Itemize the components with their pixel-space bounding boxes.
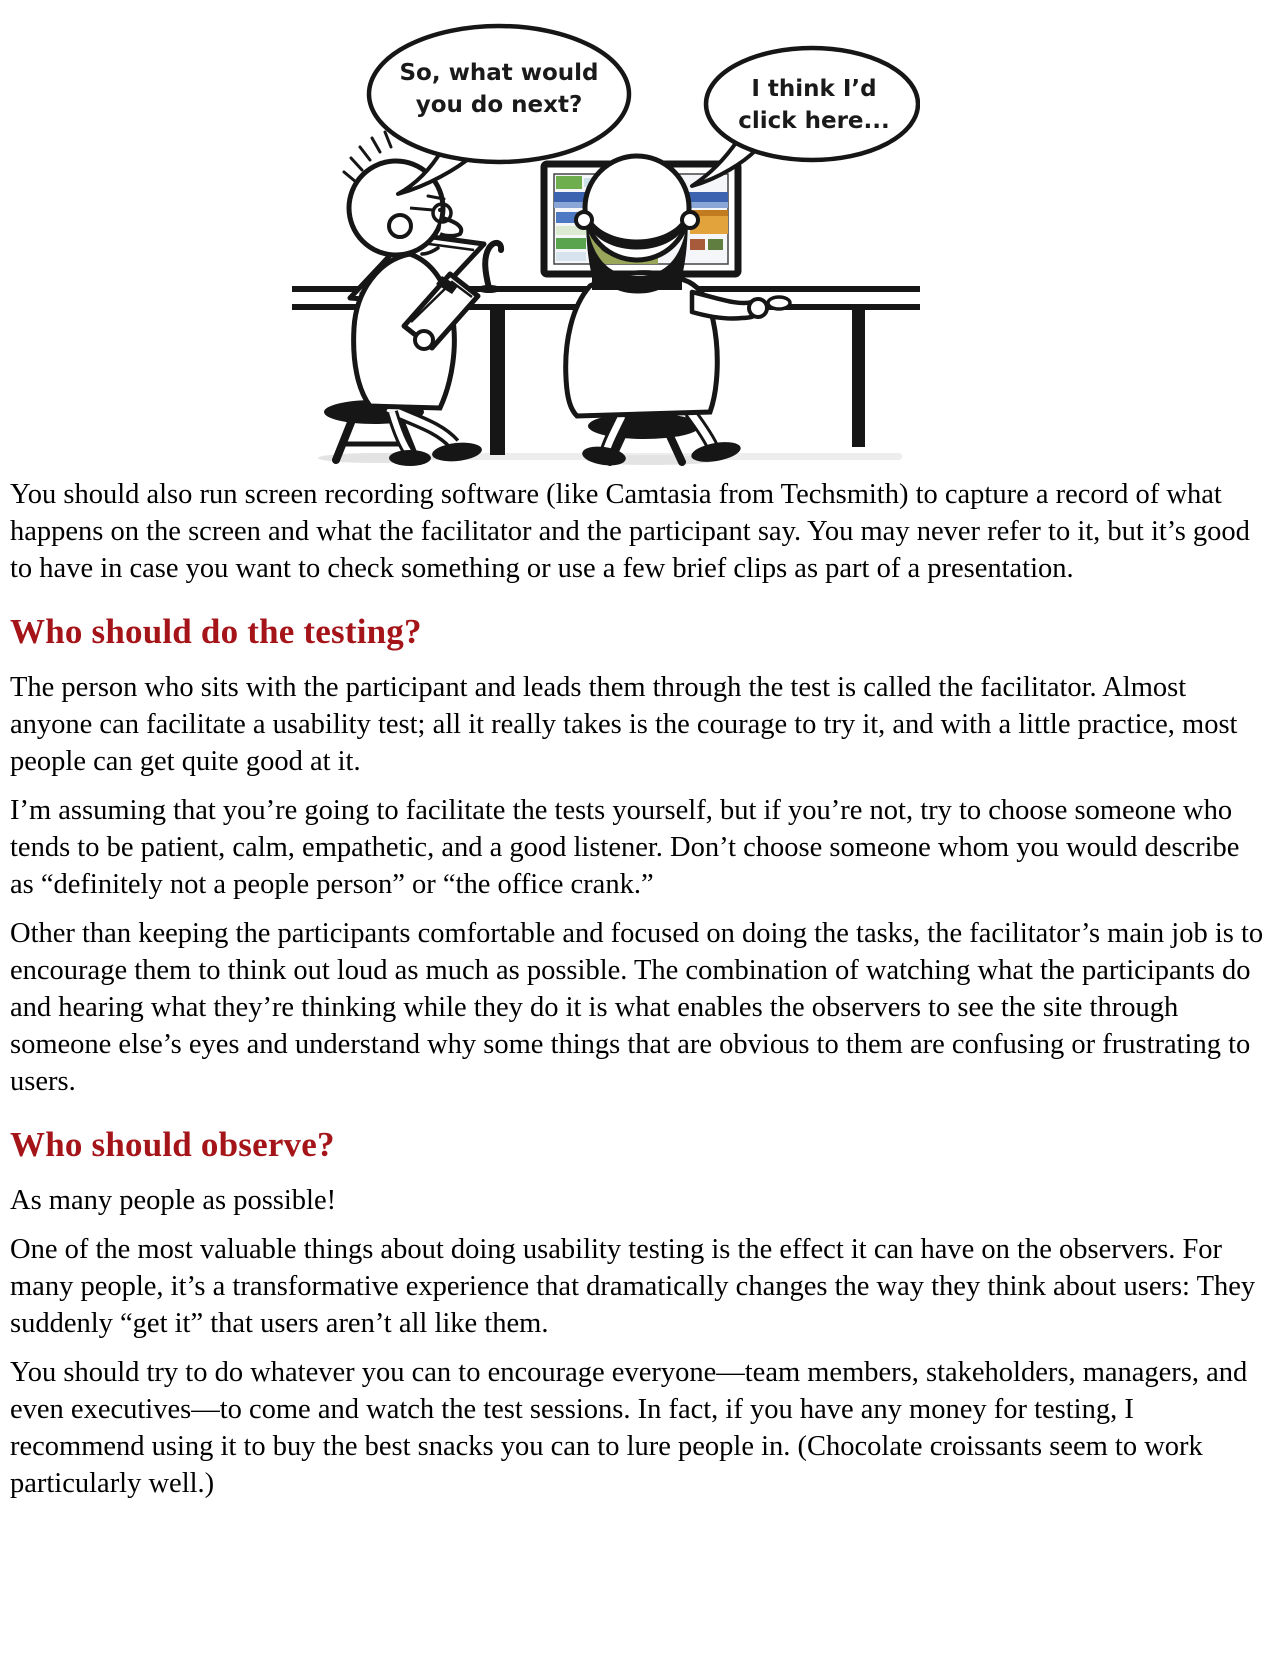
mouse (768, 297, 790, 309)
paragraph-as-many-people: As many people as possible! (10, 1185, 337, 1216)
heading-who-should-observe: Who should observe? (10, 1125, 335, 1164)
facilitator-shoe (431, 440, 483, 463)
paragraph-encourage-everyone: You should try to do whatever you can to encourage everyone—team members, stakeholders, managers, and even executives—to come and watch the test sessions. In fact, if you have any money for testing, I recommend using it to buy the best snacks you can to lure people in. (Chocolate croissants seem to work particularly well.) (10, 1357, 1248, 1499)
participant-bubble-line-2: click here... (738, 108, 890, 134)
participant-figure (566, 156, 790, 466)
heading-who-should-do-the-testing: Who should do the testing? (10, 612, 422, 651)
usability-test-cartoon (292, 8, 922, 466)
facilitator-bubble-line-2: you do next? (415, 92, 583, 118)
paragraph-facilitator-main-job: Other than keeping the participants comfortable and focused on doing the tasks, the facilitator’s main job is to encourage them to think out loud as much as possible. The combination of watching what the participants do and hearing what they’re thinking while they do it is what enables the observers to see the site through someone else’s eyes and understand why some things that are obvious to them are confusing or frustrating to users. (10, 918, 1264, 1097)
paragraph-observer-effect: One of the most valuable things about doing usability testing is the effect it can have on the observers. For many people, it’s a transformative experience that dramatically changes the way they think about users: They suddenly “get it” that users aren’t all like them. (10, 1234, 1256, 1339)
facilitator-shoe (389, 450, 431, 466)
paragraph-choosing-facilitator: I’m assuming that you’re going to facilitate the tests yourself, but if you’re not, try to choose someone who tends to be patient, calm, empathetic, and a good listener. Don’t choose someone whom you would describe as “definitely not a people person” or “the office crank.” (10, 795, 1240, 900)
facilitator-bubble-line-1: So, what would (399, 60, 599, 86)
speech-bubble-participant (692, 48, 918, 186)
participant-bubble-line-1: I think I’d (751, 76, 877, 102)
cartoon-drawing (292, 8, 920, 466)
page-text (0, 476, 1280, 1502)
paragraph-screen-recording: You should also run screen recording software (like Camtasia from Techsmith) to capture a record of what happens on the screen and what the facilitator and the participant say. You may never refer to it, but it’s good to have in case you want to check something or use a few brief clips as part of a presentation. (10, 479, 1250, 584)
paragraph-facilitator-definition: The person who sits with the participant and leads them through the test is called the facilitator. Almost anyone can facilitate a usability test; all it really takes is the courage to try it, and with a little practice, most people can get quite good at it. (10, 672, 1238, 777)
